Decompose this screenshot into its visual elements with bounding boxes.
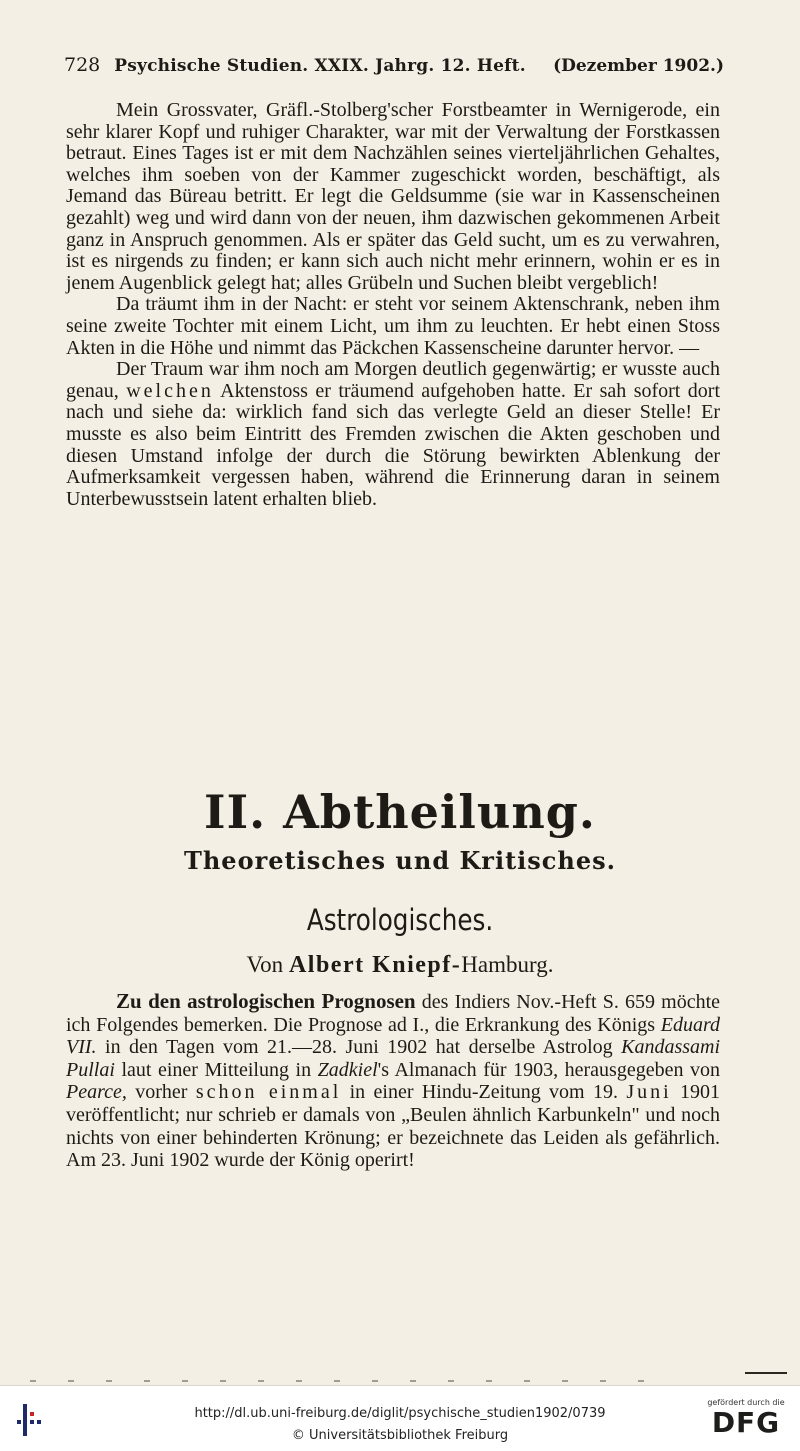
source-url-link[interactable]: http://dl.ub.uni-freiburg.de/diglit/psychische_studien1902/0739: [194, 1406, 606, 1421]
section-heading: II. Abtheilung.: [204, 785, 596, 839]
author-name: Albert Kniepf-: [288, 952, 462, 978]
astrologer-name: Kandassami Pullai: [66, 1036, 721, 1081]
editor-name: Pearce,: [66, 1081, 127, 1104]
article-body: [66, 990, 720, 1172]
dfg-logo-icon: [700, 1398, 792, 1444]
spaced-phrase-1: schon einmal: [195, 1081, 342, 1104]
article-text-4: 's Almanach für 1903, herausgegeben von: [377, 1058, 721, 1081]
story-body: [66, 100, 720, 510]
copyright-notice: © Universitätsbibliothek Freiburg: [291, 1428, 509, 1443]
paragraph-1: Mein Grossvater, Gräfl.-Stolberg'scher Forstbeamter in Wernigerode, ein sehr klarer Kopf und ruhiger Charakter, war mit der Verwaltung der Forstkassen betraut. Eines Tages ist er mit dem Nachzählen seines vierteljährlichen Gehaltes, welches ihm soeben von der Kammer zugeschickt worden, beschäftigt, als Jemand das Büreau betritt. Er legt die Geldsumme (sie war in Kassenscheinen gezahlt) weg und wird dann von der neuen, ihm dazwischen gekommenen Arbeit ganz in Anspruch genommen. Als er später das Geld sucht, um es zu verwahren, ist es nirgends zu finden; er kann sich auch nicht mehr erinnern, wohin er es in jenem Augenblick gelegt hat; alles Grübeln und Suchen bleibt vergeblich!: [66, 99, 720, 294]
paragraph-2: Da träumt ihm in der Nacht: er steht vor seinem Aktenschrank, neben ihm seine zweite Tochter mit einem Licht, um ihm zu leuchten. Er hebt einen Stoss Akten in die Höhe und nimmt das Päckchen Kassenscheine darunter hervor. —: [66, 293, 720, 359]
article-text-1: des Indiers Nov.-Heft S. 659 möchte ich Folgendes bemerken. Die Prognose ad I., die Erkrankung des Königs: [66, 991, 721, 1036]
king-name: Eduard VII.: [66, 1013, 721, 1059]
paragraph-3-before: Der Traum war ihm noch am Morgen deutlich gegenwärtig; er wusste auch genau,: [66, 358, 720, 402]
article-text-7: 1901 veröffentlicht; nur schrieb er damals von „Beulen ähnlich Karbunkeln" und noch nichts von einer behinderten Krönung; er bezeichnete das Leiden als gefährlich. Am 23. Juni 1902 wurde der König operirt!: [66, 1081, 721, 1172]
dfg-mark: DFG: [711, 1406, 781, 1439]
article-text-2: in den Tagen vom 21.—28. Juni 1902 hat derselbe Astrolog: [105, 1036, 613, 1059]
lead-phrase: Zu den astrologischen Prognosen: [116, 989, 416, 1013]
scan-artifact-rule: [745, 1372, 787, 1374]
paragraph-3: [66, 359, 720, 510]
dfg-caption: gefördert durch die: [707, 1398, 785, 1407]
spaced-word: welchen: [126, 379, 214, 402]
article-text-6: in einer Hindu-Zeitung vom 19.: [349, 1081, 618, 1104]
author-prefix: Von: [246, 952, 284, 977]
section-subheading: Theoretisches und Kritisches.: [184, 846, 616, 875]
article-paragraph: [66, 990, 720, 1172]
article-title: Astrologisches.: [306, 903, 494, 937]
spaced-phrase-2: Juni: [626, 1081, 672, 1104]
author-place: Hamburg.: [461, 952, 554, 977]
issue-date: (Dezember 1902.): [553, 56, 724, 76]
author-line: [0, 952, 800, 979]
article-text-3: laut einer Mitteilung in: [121, 1058, 312, 1081]
paragraph-3-after: Aktenstoss er träumend aufgehoben hatte. Er sah sofort dort nach und siehe da: wirklich fand sich das verlegte Geld an dieser Stelle! Er musste es also beim Eintritt des Fremden zwischen die Akten geschoben und diesen Umstand infolge der durch die Störung bewirkten Ablenkung der Aufmerksamkeit vergessen haben, während die Erinnerung daran in seinem Unterbewusstsein latent erhalten blieb.: [66, 379, 721, 510]
scan-artifact-dots: [30, 1380, 670, 1382]
page-number: 728: [64, 54, 101, 76]
running-header: [64, 54, 724, 76]
almanac-name: Zadkiel: [317, 1058, 378, 1081]
running-title: Psychische Studien. XXIX. Jahrg. 12. Heft.: [114, 56, 526, 76]
article-text-5: vorher: [135, 1081, 188, 1104]
